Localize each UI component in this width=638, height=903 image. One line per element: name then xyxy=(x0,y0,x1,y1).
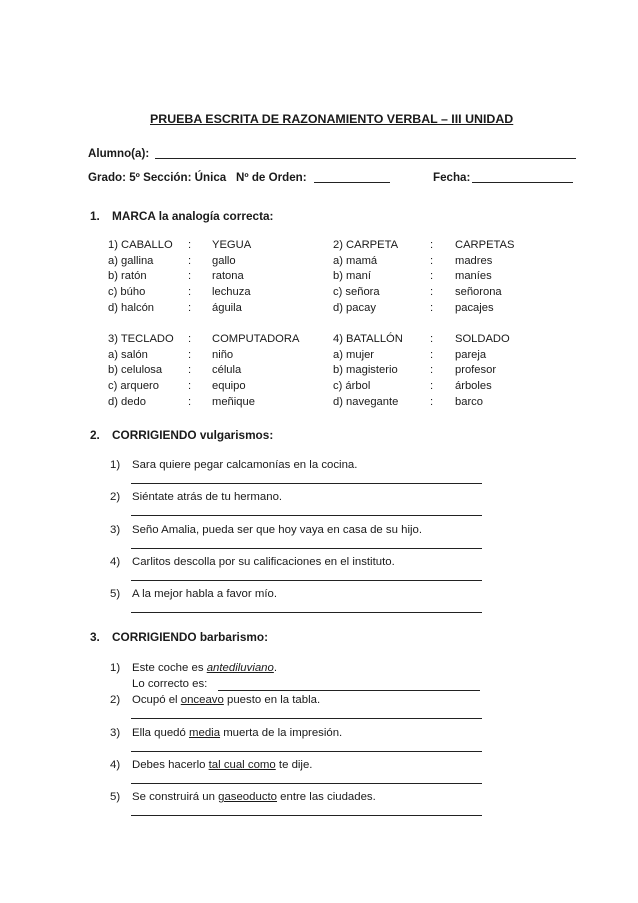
list-item xyxy=(110,557,395,568)
marked-word: antediluviano xyxy=(206,662,274,674)
analogy-cell: madres xyxy=(455,254,493,267)
analogy-cell: meñique xyxy=(212,395,255,408)
list-item xyxy=(110,663,277,674)
marked-word: gaseoducto xyxy=(218,791,278,804)
analogy-cell[interactable]: a) mamá xyxy=(333,254,378,267)
item-sentence: Carlitos descolla por su calificaciones en el instituto. xyxy=(132,555,395,568)
section-1-number: 1. xyxy=(90,209,100,223)
answer-line[interactable] xyxy=(131,815,482,816)
fecha-label: Fecha: xyxy=(433,171,471,184)
analogy-cell: niño xyxy=(212,348,234,361)
analogy-cell: señorona xyxy=(455,286,502,299)
section-2-number: 2. xyxy=(90,428,100,442)
analogy-cell: equipo xyxy=(212,380,246,393)
analogy-cell: águila xyxy=(212,301,242,314)
analogy-separator: : xyxy=(430,286,434,299)
item-number: 2) xyxy=(110,694,121,707)
analogy-separator: : xyxy=(188,254,192,267)
analogy-cell[interactable]: d) navegante xyxy=(333,395,399,408)
analogy-separator: : xyxy=(188,380,192,393)
answer-line[interactable] xyxy=(131,718,482,719)
marked-word: media xyxy=(189,726,221,739)
answer-line[interactable] xyxy=(131,783,482,784)
section-1-heading xyxy=(90,211,273,223)
analogy-separator: : xyxy=(430,301,434,314)
analogy-separator: : xyxy=(430,239,434,251)
answer-line[interactable] xyxy=(131,580,482,581)
analogy-separator: : xyxy=(188,348,192,361)
analogy-separator: : xyxy=(188,333,192,345)
analogy-cell[interactable]: a) salón xyxy=(108,348,148,361)
section-1-title: MARCA la analogía correcta: xyxy=(112,209,274,223)
section-3-heading xyxy=(90,632,268,644)
list-item xyxy=(110,492,282,503)
item-sentence: Seño Amalia, pueda ser que hoy vaya en casa de su hijo. xyxy=(132,523,423,536)
answer-line[interactable] xyxy=(218,690,480,691)
analogy-separator: : xyxy=(188,286,192,299)
analogy-separator: : xyxy=(188,270,192,283)
list-item xyxy=(110,728,342,739)
answer-line[interactable] xyxy=(131,612,482,613)
answer-line[interactable] xyxy=(131,548,482,549)
answer-line[interactable] xyxy=(131,515,482,516)
answer-line[interactable] xyxy=(131,483,482,484)
analogy-cell: CARPETAS xyxy=(455,239,515,251)
sentence-after: te dije. xyxy=(275,758,313,771)
analogy-separator: : xyxy=(188,364,192,377)
analogy-cell: lechuza xyxy=(212,286,251,299)
analogy-cell: barco xyxy=(455,395,483,408)
section-3-number: 3. xyxy=(90,630,100,644)
list-item xyxy=(110,525,422,536)
sentence-before: Ella quedó xyxy=(132,726,189,739)
item-number: 1) xyxy=(110,459,121,471)
list-item xyxy=(110,695,320,706)
analogy-cell: SOLDADO xyxy=(455,333,510,345)
analogy-cell: COMPUTADORA xyxy=(212,333,300,345)
sentence-after: puesto en la tabla. xyxy=(223,694,321,707)
analogy-cell: YEGUA xyxy=(212,239,252,251)
item-number: 3) xyxy=(110,523,121,536)
analogy-cell[interactable]: c) arquero xyxy=(108,380,159,393)
item-number: 5) xyxy=(110,791,121,804)
analogy-cell: ratona xyxy=(212,270,244,283)
analogy-cell: árboles xyxy=(455,380,492,393)
item-number: 2) xyxy=(110,491,121,504)
analogy-cell[interactable]: b) ratón xyxy=(108,270,147,283)
analogy-cell: célula xyxy=(212,364,242,377)
sentence-before: Se construirá un xyxy=(132,791,219,804)
analogy-cell: gallo xyxy=(212,254,236,267)
item-number: 3) xyxy=(110,726,121,739)
analogy-cell[interactable]: b) celulosa xyxy=(108,364,163,377)
analogy-separator: : xyxy=(430,270,434,283)
analogy-cell: 1) CABALLO xyxy=(108,239,173,251)
analogy-cell: 3) TECLADO xyxy=(108,333,174,345)
sentence-after: entre las ciudades. xyxy=(277,791,376,804)
analogy-cell[interactable]: c) árbol xyxy=(333,380,371,393)
marked-word: tal cual como xyxy=(208,758,276,771)
item-number: 5) xyxy=(110,588,121,601)
analogy-cell: 2) CARPETA xyxy=(333,239,399,251)
list-item xyxy=(110,760,312,771)
analogy-cell[interactable]: b) magisterio xyxy=(333,364,398,377)
analogy-cell: pacajes xyxy=(455,301,494,314)
analogy-cell: 4) BATALLÓN xyxy=(333,333,403,345)
section-2-title: CORRIGIENDO vulgarismos: xyxy=(112,428,274,442)
analogy-separator: : xyxy=(430,348,434,361)
list-item xyxy=(110,460,357,471)
analogy-cell: profesor xyxy=(455,364,497,377)
sentence-after: muerta de la impresión. xyxy=(220,726,343,739)
item-number: 1) xyxy=(110,662,121,674)
analogy-cell[interactable]: d) halcón xyxy=(108,301,155,314)
sentence-before: Debes hacerlo xyxy=(132,758,209,771)
item-number: 4) xyxy=(110,758,121,771)
analogy-separator: : xyxy=(430,395,434,408)
analogy-separator: : xyxy=(430,380,434,393)
analogy-cell[interactable]: d) pacay xyxy=(333,301,376,314)
fecha-blank[interactable] xyxy=(472,182,573,183)
analogy-cell: maníes xyxy=(455,270,492,283)
sentence-after: . xyxy=(273,662,278,674)
item-sentence: A la mejor habla a favor mío. xyxy=(132,588,277,601)
analogy-separator: : xyxy=(188,301,192,314)
answer-label: Lo correcto es: xyxy=(132,678,208,690)
section-3-title: CORRIGIENDO barbarismo: xyxy=(112,630,269,644)
orden-blank[interactable] xyxy=(314,182,390,183)
list-item xyxy=(110,792,376,803)
orden-label: Nº de Orden: xyxy=(236,171,307,184)
analogy-cell[interactable]: b) maní xyxy=(333,270,371,283)
alumno-label: Alumno(a): xyxy=(88,147,150,160)
analogy-cell: pareja xyxy=(455,348,487,361)
alumno-blank[interactable] xyxy=(155,158,576,159)
page-title: PRUEBA ESCRITA DE RAZONAMIENTO VERBAL – III UNIDAD xyxy=(150,112,514,126)
analogy-separator: : xyxy=(430,364,434,377)
analogy-separator: : xyxy=(188,239,192,251)
sentence-before: Este coche es xyxy=(132,662,207,674)
item-sentence: Sara quiere pegar calcamonías en la cocina. xyxy=(132,459,358,471)
analogy-cell[interactable]: c) señora xyxy=(333,286,380,299)
analogy-cell[interactable]: a) mujer xyxy=(333,348,375,361)
analogy-cell[interactable]: a) gallina xyxy=(108,254,154,267)
item-number: 4) xyxy=(110,555,121,568)
section-2-heading xyxy=(90,430,273,442)
analogy-separator: : xyxy=(430,333,434,345)
analogy-cell[interactable]: d) dedo xyxy=(108,395,146,408)
sentence-before: Ocupó el xyxy=(132,694,181,707)
marked-word: onceavo xyxy=(180,694,224,707)
grado-label: Grado: 5º Sección: Única xyxy=(88,171,227,184)
item-sentence: Siéntate atrás de tu hermano. xyxy=(132,491,283,504)
analogy-cell[interactable]: c) búho xyxy=(108,286,146,299)
analogy-separator: : xyxy=(188,395,192,408)
answer-line[interactable] xyxy=(131,751,482,752)
analogy-separator: : xyxy=(430,254,434,267)
list-item xyxy=(110,589,277,600)
